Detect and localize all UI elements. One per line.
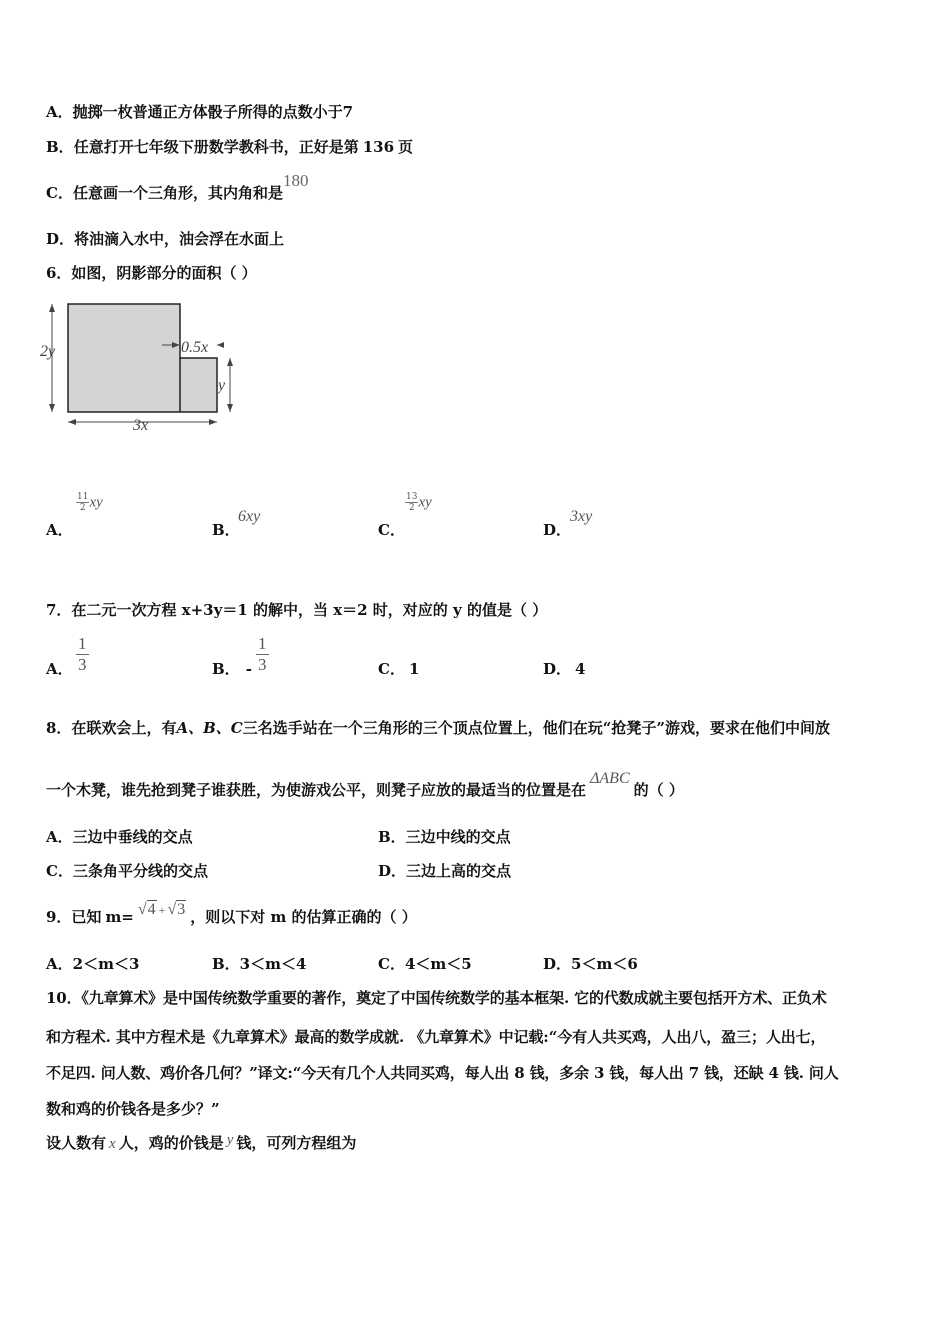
q8-option-a: A．三边中垂线的交点	[46, 828, 193, 846]
q8-stem-line2: 一个木凳，谁先抢到凳子谁获胜，为使游戏公平，则凳子应放的最适当的位置是在ΔABC的（ ）	[46, 770, 684, 799]
q9-option-c: C．4＜m＜5	[378, 955, 472, 973]
q6-option-a: A．	[46, 521, 73, 539]
q5-option-d: D．将油滴入水中，油会浮在水面上	[46, 230, 285, 248]
q10-line4: 数和鸡的价钱各是多少？”	[46, 1100, 220, 1118]
q7-stem: 7．在二元一次方程 x+3y＝1 的解中，当 x＝2 时，对应的 y 的值是（ ）	[46, 601, 548, 619]
q8-option-b: B．三边中线的交点	[378, 828, 511, 846]
q5-option-b: B．任意打开七年级下册数学教科书，正好是第 136 页	[46, 138, 414, 156]
q10-line3: 不足四. 问人数、鸡价各几何？”译文:“今天有几个人共同买鸡，每人出 8 钱，多余 3 钱，每人出 7 钱，还缺 4 钱. 问人	[46, 1064, 839, 1082]
q9-option-a: A．2＜m＜3	[46, 955, 140, 973]
q7-option-b-frac: $\frac{1}{3}$	[258, 634, 267, 674]
q6-option-b-math: 6xy	[238, 508, 261, 525]
shaded-region	[68, 304, 217, 412]
q9-stem: 9．已知 m= √4 + √3 ，则以下对 m 的估算正确的（ ）	[46, 901, 417, 926]
q6-option-d: D．	[543, 521, 572, 539]
q8-option-c: C．三条角平分线的交点	[46, 862, 208, 880]
q6-option-c-math: $\frac{13}{2}$ xy	[406, 492, 432, 513]
label-0.5x: 0.5x	[181, 339, 209, 356]
q7-option-b: B． -	[212, 660, 252, 678]
q6-option-c: C．	[378, 521, 405, 539]
q5-option-a: A．抛掷一枚普通正方体骰子所得的点数小于7	[46, 103, 354, 121]
q5-option-c: C．任意画一个三角形，其内角和是180	[46, 171, 309, 202]
q9-option-d: D．5＜m＜6	[543, 955, 638, 973]
label-3x: 3x	[133, 417, 149, 434]
q10-line2: 和方程术. 其中方程术是《九章算术》最高的数学成就. 《九章算术》中记载:“今有人共买鸡，人出八，盈三；人出七，	[46, 1028, 826, 1046]
sqrt-expression: √4 + √3	[137, 901, 186, 918]
q7-option-d: D． 4	[543, 660, 586, 678]
q8-option-d: D．三边上高的交点	[378, 862, 512, 880]
q7-option-a: A．	[46, 660, 73, 678]
q7-option-a-frac: $\frac{1}{3}$	[78, 634, 87, 674]
q10-line5: 设人数有 x 人，鸡的价钱是 y 钱，可列方程组为	[46, 1132, 357, 1152]
q6-option-a-math: $\frac{11}{2}$ xy	[77, 492, 103, 513]
label-y: y	[218, 377, 226, 394]
q7-option-c: C． 1	[378, 660, 420, 678]
q8-stem-line1: 8．在联欢会上，有A、B、C三名选手站在一个三角形的三个顶点位置上，他们在玩“抢凳子”游戏，要求在他们中间放	[46, 719, 830, 737]
q6-option-d-math: 3xy	[570, 508, 593, 525]
q6-stem: 6．如图，阴影部分的面积（ ）	[46, 264, 257, 282]
q6-figure	[40, 298, 240, 438]
q10-line1: 10．《九章算术》是中国传统数学重要的著作，奠定了中国传统数学的基本框架. 它的代数成就主要包括开方术、正负术	[46, 989, 827, 1007]
q6-option-b: B．	[212, 521, 240, 539]
q9-option-b: B．3＜m＜4	[212, 955, 307, 973]
label-2y: 2y	[40, 343, 56, 360]
